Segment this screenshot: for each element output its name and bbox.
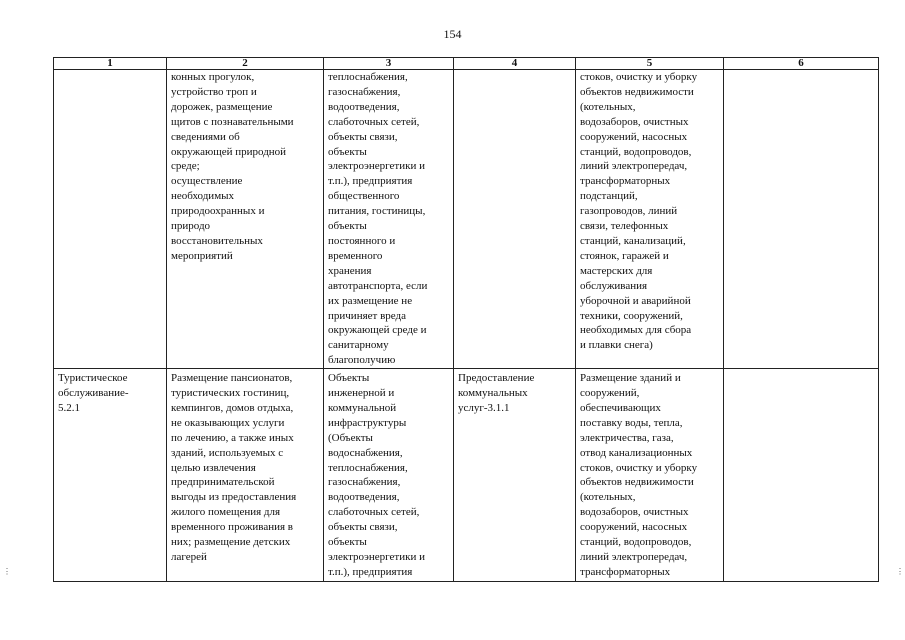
column-header-1: 1 (54, 58, 167, 70)
column-header-2: 2 (167, 58, 324, 70)
table-header-row (54, 58, 879, 70)
scan-edge-mark-left: ⋮ (3, 567, 11, 576)
cell-text: Размещение пансионатов, туристических гостиниц, кемпингов, домов отдыха, не оказывающих услуги по лечению, а также иных зданий, используемых с целью извлечения предпринимательской выгоды из предоставления жилого помещения для временного проживания в них; размещение детских лагерей (171, 372, 297, 563)
table-row (54, 369, 879, 582)
table-cell (454, 369, 576, 582)
column-header-5: 5 (576, 58, 724, 70)
cell-text: Объекты инженерной и коммунальной инфраструктуры (Объекты водоснабжения, теплоснабжения, газоснабжения, водоотведения, слаботочных сетей, объекты связи, объекты электроэнергетики и т.п.), предприятия (328, 372, 425, 578)
page-number: 154 (443, 27, 462, 41)
table-cell (54, 369, 167, 582)
table-cell (576, 70, 724, 369)
land-use-table (53, 57, 879, 582)
cell-text: стоков, очистку и уборку объектов недвижимости (котельных, водозаборов, очистных сооружений, насосных станций, водопроводов, линий электропередач, трансформаторных подстанций, газопроводов, линий связи, телефонных станций, канализаций, стоянок, гаражей и мастерских для обслуживания уборочной и аварийной техники, сооружений, необходимых для сбора и плавки снега) (580, 71, 698, 352)
cell-text: Размещение зданий и сооружений, обеспечивающих поставку воды, тепла, электричества, газа, отвод канализационных стоков, очистку и уборку объектов недвижимости (котельных, водозаборов, очистных сооружений, насосных станций, водопроводов, линий электропередач, трансформаторных (580, 372, 698, 578)
cell-text: конных прогулок, устройство троп и дорожек, размещение щитов с познавательными сведениями об окружающей природной среде; осуществление необходимых природоохранных и природо восстановительных мероприятий (171, 71, 294, 262)
table-cell (576, 369, 724, 582)
column-header-6: 6 (724, 58, 879, 70)
scan-edge-mark-right: ⋮ (896, 567, 904, 576)
table-cell (167, 369, 324, 582)
table-cell (724, 70, 879, 369)
table-cell (54, 70, 167, 369)
cell-text: Туристическое обслуживание- 5.2.1 (58, 372, 129, 414)
table-cell (167, 70, 324, 369)
cell-text: теплоснабжения, газоснабжения, водоотведения, слаботочных сетей, объекты связи, объекты электроэнергетики и т.п.), предприятия общественного питания, гостиницы, объекты постоянного и временного хранения автотранспорта, если их размещение не причиняет вреда окружающей среде и санитарному благополучию (328, 71, 428, 367)
column-header-3: 3 (324, 58, 454, 70)
table-row (54, 70, 879, 369)
table-cell (324, 369, 454, 582)
column-header-4: 4 (454, 58, 576, 70)
table-cell (724, 369, 879, 582)
cell-text: Предоставление коммунальных услуг-3.1.1 (458, 372, 535, 414)
table-cell (454, 70, 576, 369)
table-cell (324, 70, 454, 369)
